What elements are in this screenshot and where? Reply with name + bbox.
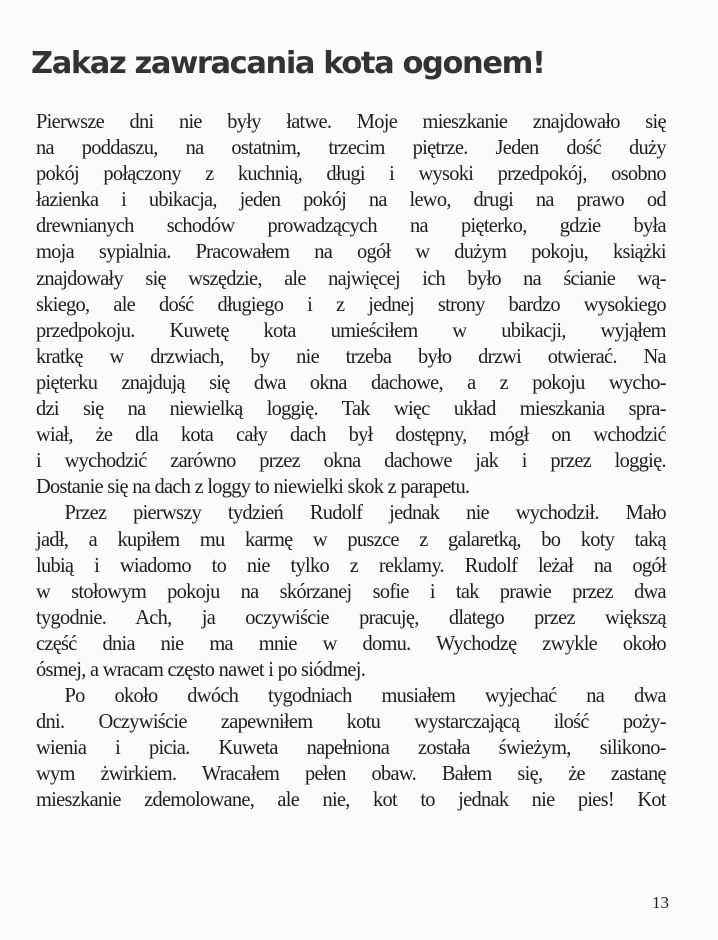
text-line: kratkę w drzwiach, by nie trzeba było drzwi otwierać. Na bbox=[36, 343, 666, 368]
text-line: w stołowym pokoju na skórzanej sofie i tak prawie przez dwa bbox=[36, 578, 666, 603]
paragraph bbox=[36, 108, 666, 499]
text-line: Przez pierwszy tydzień Rudolf jednak nie wychodził. Mało bbox=[64, 500, 666, 525]
text-line: łazienka i ubikacja, jeden pokój na lewo, drugi na prawo od bbox=[36, 187, 666, 212]
text-line: Po około dwóch tygodniach musiałem wyjechać na dwa bbox=[64, 683, 666, 708]
text-line: drewnianych schodów prowadzących na pięterko, gdzie była bbox=[36, 213, 666, 238]
text-line: pięterku znajdują się dwa okna dachowe, a z pokoju wycho- bbox=[36, 369, 666, 394]
text-line: część dnia nie ma mnie w domu. Wychodzę zwykle około bbox=[36, 630, 666, 655]
text-line: wiał, że dla kota cały dach był dostępny, mógł on wchodzić bbox=[36, 422, 666, 447]
page-number: 13 bbox=[652, 893, 669, 912]
text-line: Pierwsze dni nie były łatwe. Moje mieszkanie znajdowało się bbox=[36, 109, 666, 133]
paragraph bbox=[36, 499, 666, 682]
text-line: wym żwirkiem. Wracałem pełen obaw. Bałem się, że zastanę bbox=[36, 761, 666, 786]
text-line: i wychodzić zarówno przez okna dachowe jak i przez loggię. bbox=[36, 448, 666, 473]
text-line: skiego, ale dość długiego i z jednej strony bardzo wysokiego bbox=[36, 291, 666, 316]
text-line: dzi się na niewielką loggię. Tak więc układ mieszkania spra- bbox=[36, 396, 666, 421]
text-line: przedpokoju. Kuwetę kota umieściłem w ubikacji, wyjąłem bbox=[36, 317, 666, 342]
text-line: wienia i picia. Kuweta napełniona została świeżym, silikono- bbox=[36, 735, 666, 760]
body-text bbox=[36, 108, 666, 813]
text-line: Dostanie się na dach z loggy to niewielki skok z parapetu. bbox=[36, 474, 470, 499]
text-line: pokój połączony z kuchnią, długi i wysoki przedpokój, osobno bbox=[36, 161, 666, 186]
paragraph bbox=[36, 682, 666, 812]
chapter-title: Zakaz zawracania kota ogonem! bbox=[31, 46, 545, 81]
text-line: tygodnie. Ach, ja oczywiście pracuję, dlatego przez większą bbox=[36, 604, 666, 629]
text-line: dni. Oczywiście zapewniłem kotu wystarczającą ilość poży- bbox=[36, 709, 666, 734]
text-line: na poddaszu, na ostatnim, trzecim piętrze. Jeden dość duży bbox=[36, 135, 666, 160]
text-line: jadł, a kupiłem mu karmę w puszce z galaretką, bo koty taką bbox=[36, 526, 666, 551]
text-line: znajdowały się wszędzie, ale najwięcej ich było na ścianie wą- bbox=[36, 265, 666, 290]
text-line: lubią i wiadomo to nie tylko z reklamy. Rudolf leżał na ogół bbox=[36, 552, 666, 577]
text-line: mieszkanie zdemolowane, ale nie, kot to jednak nie pies! Kot bbox=[36, 787, 666, 812]
text-line: moja sypialnia. Pracowałem na ogół w dużym pokoju, książki bbox=[36, 239, 666, 264]
text-line: ósmej, a wracam często nawet i po siódmej. bbox=[36, 656, 366, 681]
